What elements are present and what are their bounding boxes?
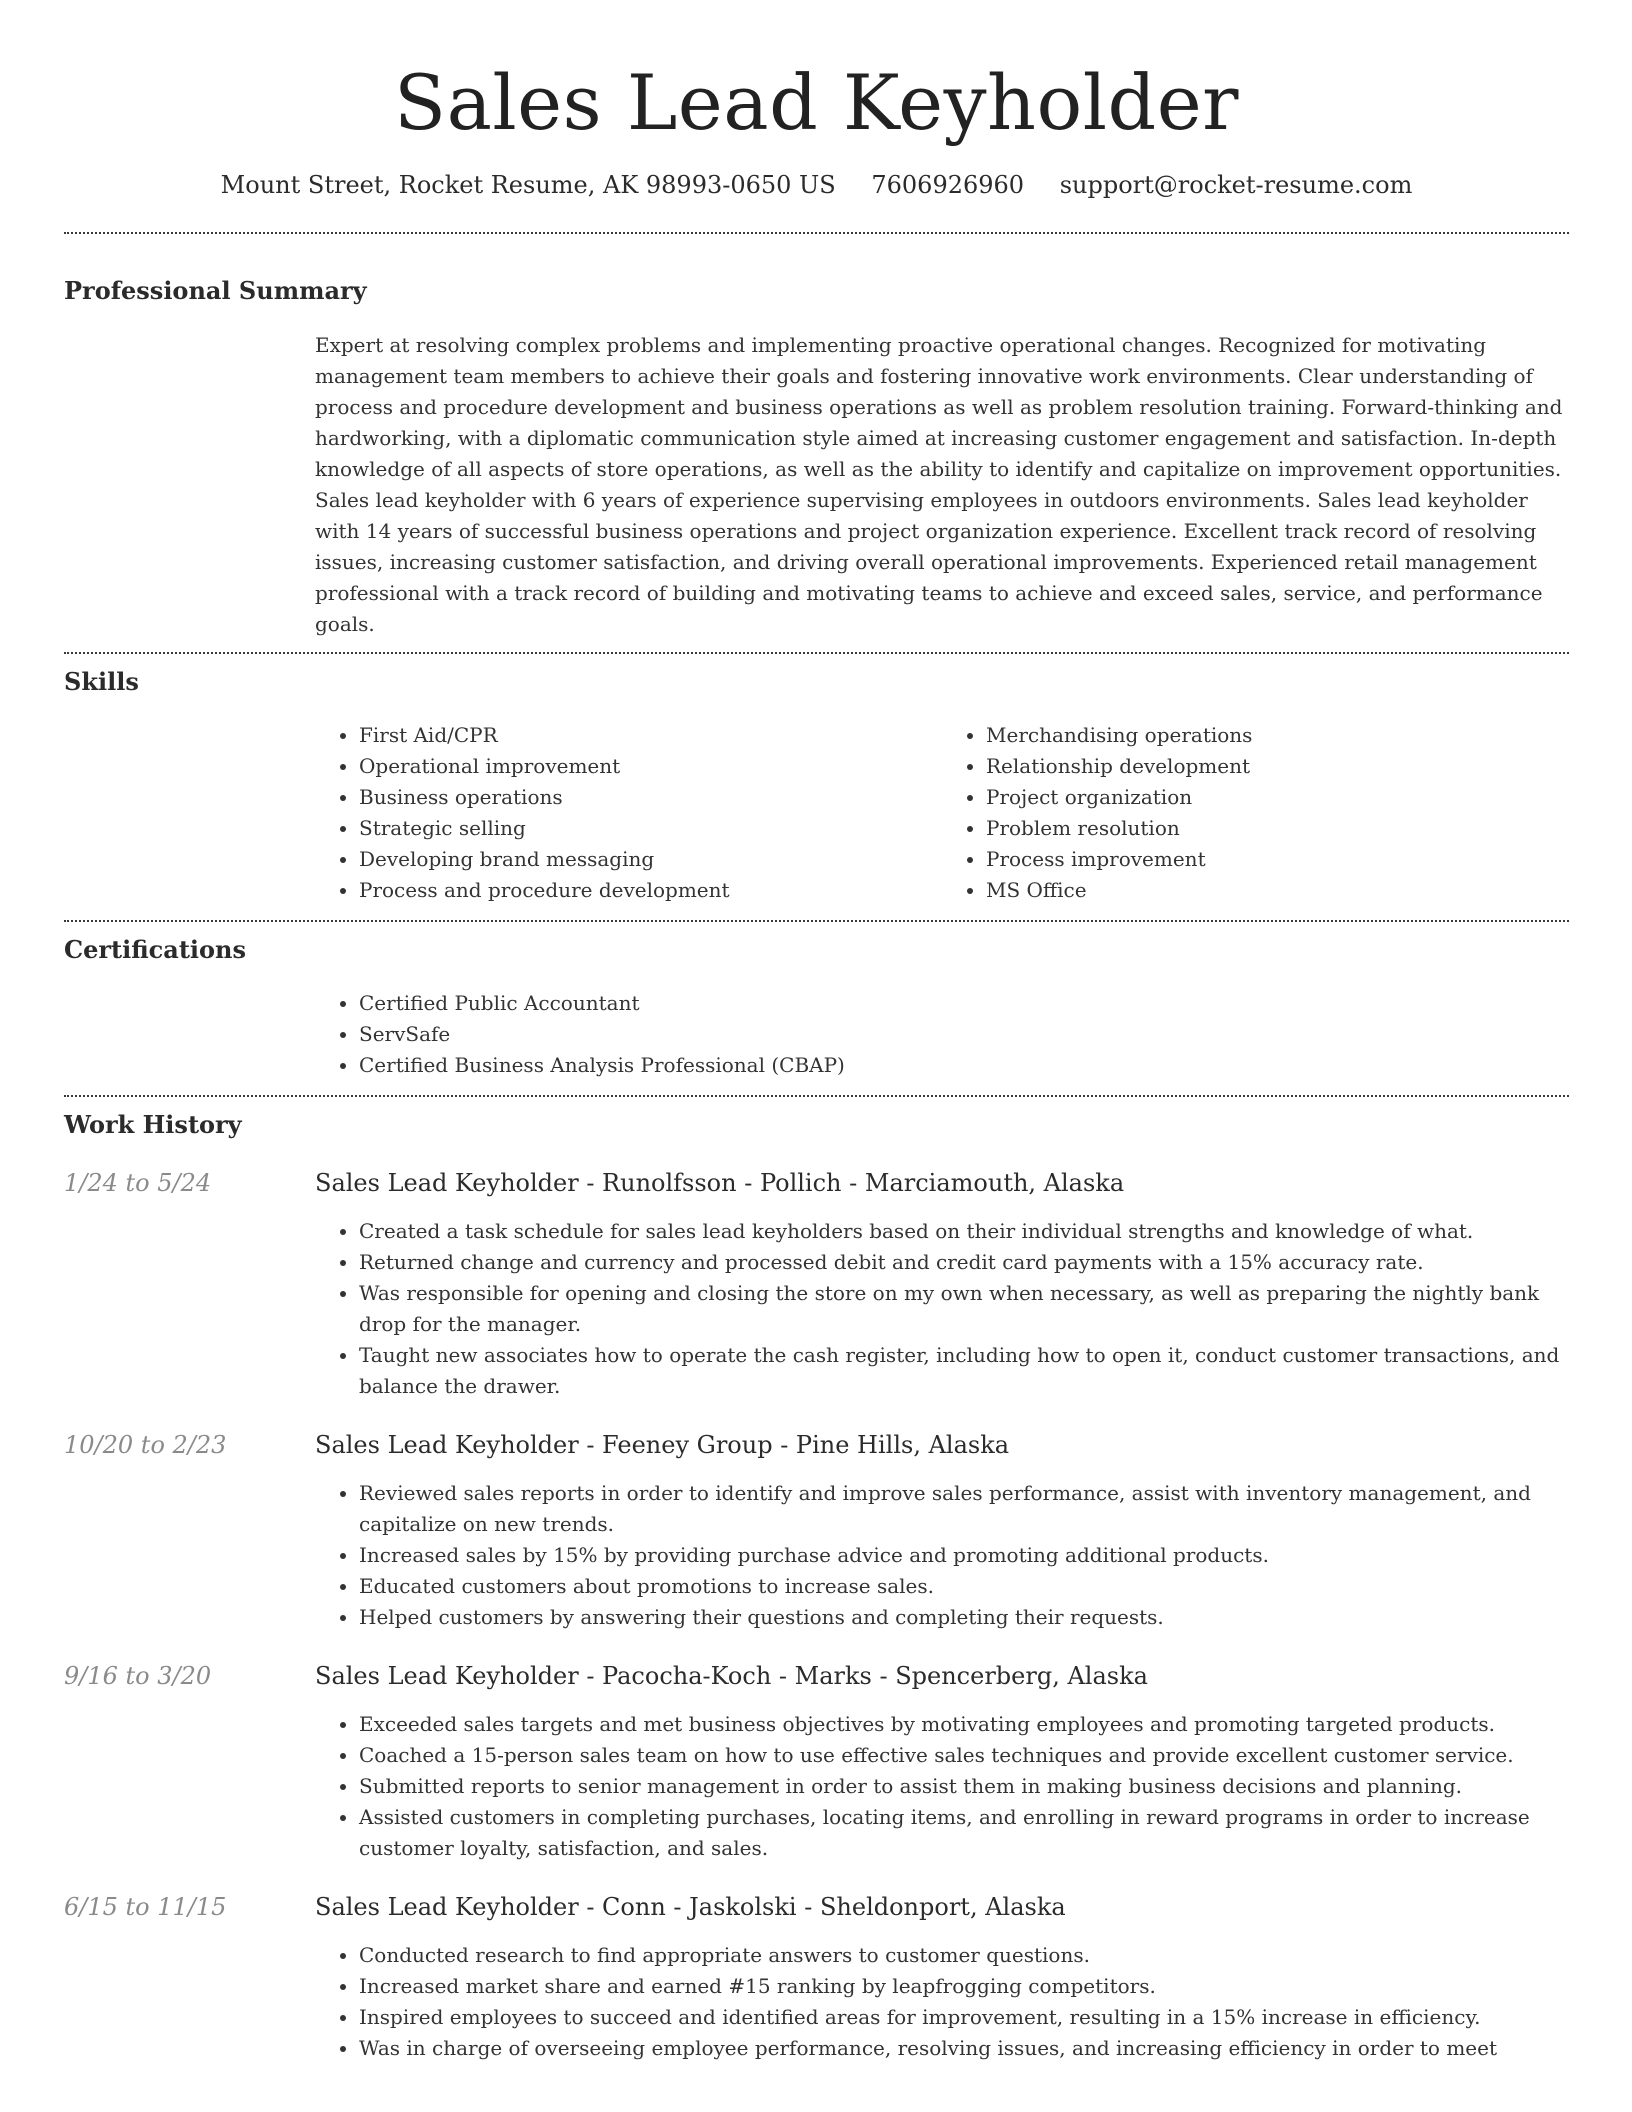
- job-date: 9/16 to 3/20: [64, 1662, 212, 1690]
- skill-item: • Project organization: [986, 782, 1569, 813]
- skill-item: • Operational improvement: [359, 751, 942, 782]
- section-divider: [64, 920, 1569, 922]
- job-bullet: • Was in charge of overseeing employee performance, resolving issues, and increasing efficiency in order to meet: [359, 2033, 1569, 2064]
- skill-item: • Relationship development: [986, 751, 1569, 782]
- job-entry: [64, 1430, 1569, 1633]
- skills-grid: [315, 720, 1569, 906]
- job-bullet: • Coached a 15-person sales team on how to use effective sales techniques and provide excellent customer service.: [359, 1740, 1569, 1771]
- job-entry: [64, 1661, 1569, 1864]
- skill-item: • Process improvement: [986, 844, 1569, 875]
- job-body: [315, 1430, 1569, 1633]
- job-bullet: • Submitted reports to senior management in order to assist them in making business decisions and planning.: [359, 1771, 1569, 1802]
- certifications-heading: Certifications: [64, 935, 247, 964]
- contact-phone: 7606926960: [871, 171, 1025, 199]
- skill-item: • Problem resolution: [986, 813, 1569, 844]
- skill-item: • Developing brand messaging: [359, 844, 942, 875]
- job-bullet: • Taught new associates how to operate the cash register, including how to open it, conduct customer transactions, and balance the drawer.: [359, 1340, 1569, 1402]
- job-entry: [64, 1892, 1569, 2064]
- skill-item: • MS Office: [986, 875, 1569, 906]
- skill-item: • Strategic selling: [359, 813, 942, 844]
- job-bullet: • Increased sales by 15% by providing purchase advice and promoting additional products.: [359, 1540, 1569, 1571]
- skill-item: • First Aid/CPR: [359, 720, 942, 751]
- skills-heading: Skills: [64, 667, 139, 696]
- skills-column-right: [942, 720, 1569, 906]
- job-bullet: • Increased market share and earned #15 ranking by leapfrogging competitors.: [359, 1971, 1569, 2002]
- job-date: 6/15 to 11/15: [64, 1893, 227, 1921]
- job-body: [315, 1661, 1569, 1864]
- summary-text: Expert at resolving complex problems and implementing proactive operational changes. Recognized for motivating management team members to achieve their goals and fostering innovative work environments. Clear understanding of process and procedure development and business operations as well as problem resolution training. Forward-thinking and hardworking, with a diplomatic communication style aimed at increasing customer engagement and satisfaction. In-depth knowledge of all aspects of store operations, as well as the ability to identify and capitalize on improvement opportunities. Sales lead keyholder with 6 years of experience supervising employees in outdoors environments. Sales lead keyholder with 14 years of successful business operations and project organization experience. Excellent track record of resolving issues, increasing customer satisfaction, and driving overall operational improvements. Experienced retail management professional with a track record of building and motivating teams to achieve and exceed sales, service, and performance goals.: [315, 333, 1563, 636]
- skill-item: • Process and procedure development: [359, 875, 942, 906]
- section-divider: [64, 652, 1569, 654]
- job-bullet: • Inspired employees to succeed and identified areas for improvement, resulting in a 15% increase in efficiency.: [359, 2002, 1569, 2033]
- job-bullet: • Created a task schedule for sales lead keyholders based on their individual strengths and knowledge of what.: [359, 1216, 1569, 1247]
- job-bullet: • Helped customers by answering their questions and completing their requests.: [359, 1602, 1569, 1633]
- job-body: [315, 1892, 1569, 2064]
- job-bullets: [315, 1940, 1569, 2064]
- job-body: [315, 1168, 1569, 1402]
- certification-item: • Certified Public Accountant: [359, 988, 1569, 1019]
- job-bullet: • Reviewed sales reports in order to identify and improve sales performance, assist with inventory management, and capitalize on new trends.: [359, 1478, 1569, 1540]
- certifications-bullets: [315, 988, 1569, 1081]
- candidate-name: Sales Lead Keyholder: [394, 58, 1239, 147]
- job-bullet: • Conducted research to find appropriate answers to customer questions.: [359, 1940, 1569, 1971]
- job-bullets: [315, 1478, 1569, 1633]
- summary-heading: Professional Summary: [64, 276, 367, 305]
- job-heading: Sales Lead Keyholder - Feeney Group - Pine Hills, Alaska: [315, 1431, 1010, 1459]
- skill-item: • Business operations: [359, 782, 942, 813]
- contact-line: [64, 170, 1569, 200]
- contact-email: support@rocket-resume.com: [1059, 171, 1413, 199]
- skills-column-left: [315, 720, 942, 906]
- job-date: 1/24 to 5/24: [64, 1169, 212, 1197]
- job-bullets: [315, 1216, 1569, 1402]
- job-heading: Sales Lead Keyholder - Pacocha-Koch - Marks - Spencerberg, Alaska: [315, 1662, 1148, 1690]
- job-bullet: • Was responsible for opening and closing the store on my own when necessary, as well as preparing the nightly bank drop for the manager.: [359, 1278, 1569, 1340]
- job-bullet: • Assisted customers in completing purchases, locating items, and enrolling in reward programs in order to increase customer loyalty, satisfaction, and sales.: [359, 1802, 1569, 1864]
- job-bullet: • Returned change and currency and processed debit and credit card payments with a 15% accuracy rate.: [359, 1247, 1569, 1278]
- skill-item: • Merchandising operations: [986, 720, 1569, 751]
- certification-item: • Certified Business Analysis Professional (CBAP): [359, 1050, 1569, 1081]
- resume-page: [64, 0, 1569, 2064]
- job-bullet: • Exceeded sales targets and met business objectives by motivating employees and promoting targeted products.: [359, 1709, 1569, 1740]
- job-bullets: [315, 1709, 1569, 1864]
- section-divider: [64, 232, 1569, 234]
- certification-item: • ServSafe: [359, 1019, 1569, 1050]
- job-heading: Sales Lead Keyholder - Conn - Jaskolski - Sheldonport, Alaska: [315, 1893, 1066, 1921]
- certifications-list: [315, 988, 1569, 1081]
- section-divider: [64, 1095, 1569, 1097]
- contact-address: Mount Street, Rocket Resume, AK 98993-0650 US: [220, 171, 836, 199]
- work-history-heading: Work History: [64, 1110, 242, 1139]
- job-entry: [64, 1168, 1569, 1402]
- job-heading: Sales Lead Keyholder - Runolfsson - Pollich - Marciamouth, Alaska: [315, 1169, 1125, 1197]
- job-date: 10/20 to 2/23: [64, 1431, 227, 1459]
- job-bullet: • Educated customers about promotions to increase sales.: [359, 1571, 1569, 1602]
